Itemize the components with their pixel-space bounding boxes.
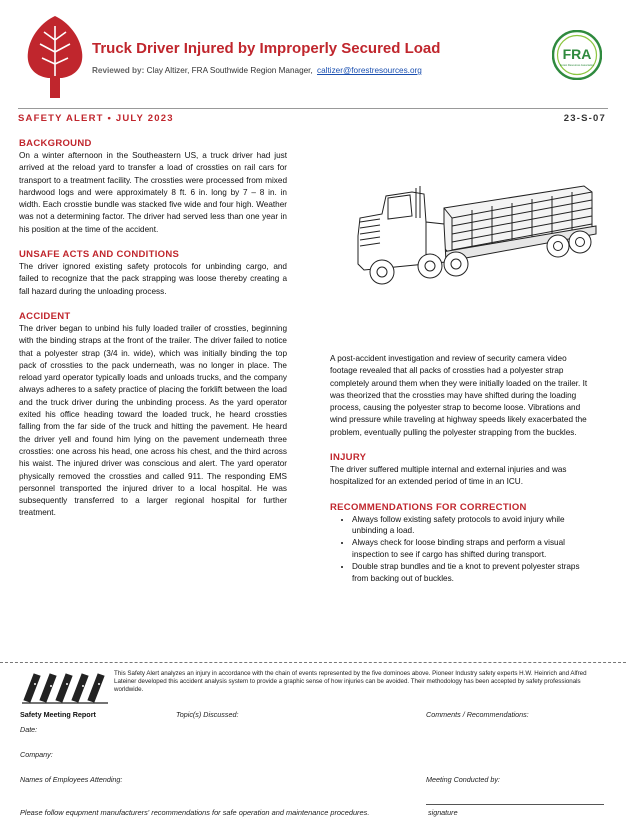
signature-label: signature bbox=[428, 808, 458, 817]
reviewed-by bbox=[92, 66, 422, 75]
signature-line bbox=[426, 804, 604, 805]
accident-text: The driver began to unbind his fully loaded trailer of crossties, beginning with the binding straps at the front of the trailer. The driver failed to notice that a polyester strap (3/4 in. wide), which was initially binding the top pack of crossties to the pack underneath, was no longer in place. The reload yard operator typically loads and unloads trucks, and the company always adheres to a safety practice of placing the forklift between the load and the truck driver during the unbinding process. As the yard operator exited his office heading toward the loaded truck, he heard crossties falling from the far side of the truck and hitting the pavement. He heard the driver yell and found him lying on the pavement underneath three crossties: one across his head, one across his chest, and the third across his waist. The injured driver was conscious and alert. The yard operator physically removed the crossties and called 911. The responding EMS personnel transported the injured driver to a local hospital. He was subsequently transferred to a larger regional hospital for further treatment. bbox=[19, 323, 287, 518]
recommendations-section bbox=[330, 502, 596, 584]
tree-logo-icon bbox=[22, 14, 88, 100]
date-label: Date: bbox=[20, 725, 38, 734]
fra-logo bbox=[552, 30, 602, 80]
page-header bbox=[0, 0, 626, 110]
recommendations-heading: RECOMMENDATIONS FOR CORRECTION bbox=[330, 501, 527, 513]
recommendation-item: • Always follow existing safety protocols to avoid injury while unbinding a load. bbox=[352, 514, 596, 537]
fra-logo-text: FRA bbox=[562, 46, 592, 62]
reviewed-by-label: Reviewed by: bbox=[92, 66, 145, 75]
injury-heading: INJURY bbox=[330, 452, 367, 464]
safety-meeting-report-label: Safety Meeting Report bbox=[20, 710, 96, 719]
dominoes-icon bbox=[20, 668, 112, 704]
investigation-section bbox=[330, 353, 596, 439]
safety-alert-bar bbox=[18, 108, 608, 128]
investigation-text: A post-accident investigation and review of security camera video footage revealed that all packs of crossties had a polyester strap completely around them when they were initially loaded on the trailer. It was theorized that the crossties may have shifted during the loading process, causing the polyester strap to become loose. Vibrations and wind pressure while traveling at highway speeds likely exacerbated the problem, eventually pulling the polyester strapping from the buckles. bbox=[330, 354, 588, 437]
fra-logo-subtext: Forest Resources Association bbox=[559, 64, 595, 67]
injury-section bbox=[330, 452, 596, 489]
employees-attending-label: Names of Employees Attending: bbox=[20, 775, 123, 784]
accident-section bbox=[19, 311, 287, 520]
background-heading: BACKGROUND bbox=[19, 138, 92, 149]
comments-label: Comments / Recommendations: bbox=[426, 710, 529, 719]
footer-divider bbox=[0, 662, 626, 663]
injury-text: The driver suffered multiple internal and external injuries and was hospitalized for an extended period of time in an ICU. bbox=[330, 465, 567, 487]
accident-heading: ACCIDENT bbox=[19, 310, 71, 322]
recommendation-item: • Always check for loose binding straps and perform a visual inspection to see if cargo has shifted during transport. bbox=[352, 537, 596, 560]
safety-alert-code: 23-S-07 bbox=[563, 113, 606, 124]
unsafe-acts-section bbox=[19, 249, 287, 298]
truck-illustration bbox=[352, 178, 600, 296]
topics-discussed-label: Topic(s) Discussed: bbox=[176, 710, 239, 719]
manufacturer-recommendation-note: Please follow equpment manufacturers' recommendations for safe operation and maintenance procedures. bbox=[20, 808, 370, 817]
reviewer-email-link[interactable]: caltizer@forestresources.org bbox=[317, 66, 422, 75]
safety-alert-label: SAFETY ALERT • JULY 2023 bbox=[18, 113, 174, 124]
recommendation-item: • Double strap bundles and tie a knot to prevent polyester straps from backing out of buckles. bbox=[352, 561, 596, 584]
right-column bbox=[330, 353, 596, 597]
domino-footnote: This Safety Alert analyzes an injury in accordance with the chain of events represented by the five dominoes above. Pioneer Industry safety experts H.W. Heinrich and Alfred Lateiner developed this accident analysis system to provide a graphic sense of how injuries can be avoided. Their methodology has been accepted by safety professionals worldwide. bbox=[114, 670, 587, 694]
page-title: Truck Driver Injured by Improperly Secured Load bbox=[92, 40, 441, 57]
recommendations-list bbox=[352, 514, 596, 584]
meeting-conducted-label: Meeting Conducted by: bbox=[426, 775, 500, 784]
unsafe-acts-text: The driver ignored existing safety protocols for unbinding cargo, and failed to recognize that the pack strapping was loose thereby creating a fall hazard during the unloading process. bbox=[19, 262, 287, 296]
background-section bbox=[19, 138, 287, 236]
left-column bbox=[19, 138, 287, 533]
unsafe-acts-heading: UNSAFE ACTS AND CONDITIONS bbox=[19, 249, 180, 261]
company-label: Company: bbox=[20, 750, 53, 759]
background-text: On a winter afternoon in the Southeastern US, a truck driver had just arrived at the reload yard to transfer a load of crossties on rail cars for transport to a treatment facility. The crossties were processed from mixed hardwood logs and were approximately 8 ft. 6 in. long by 7 – 8 in. in width. Each crosstie bundle was stacked five wide and four high. Weather was not a determining factor. The driver had served less than one year in his position at the time of the accident. bbox=[19, 151, 287, 234]
reviewed-by-name: Clay Altizer, FRA Southwide Region Manager, bbox=[146, 66, 313, 75]
